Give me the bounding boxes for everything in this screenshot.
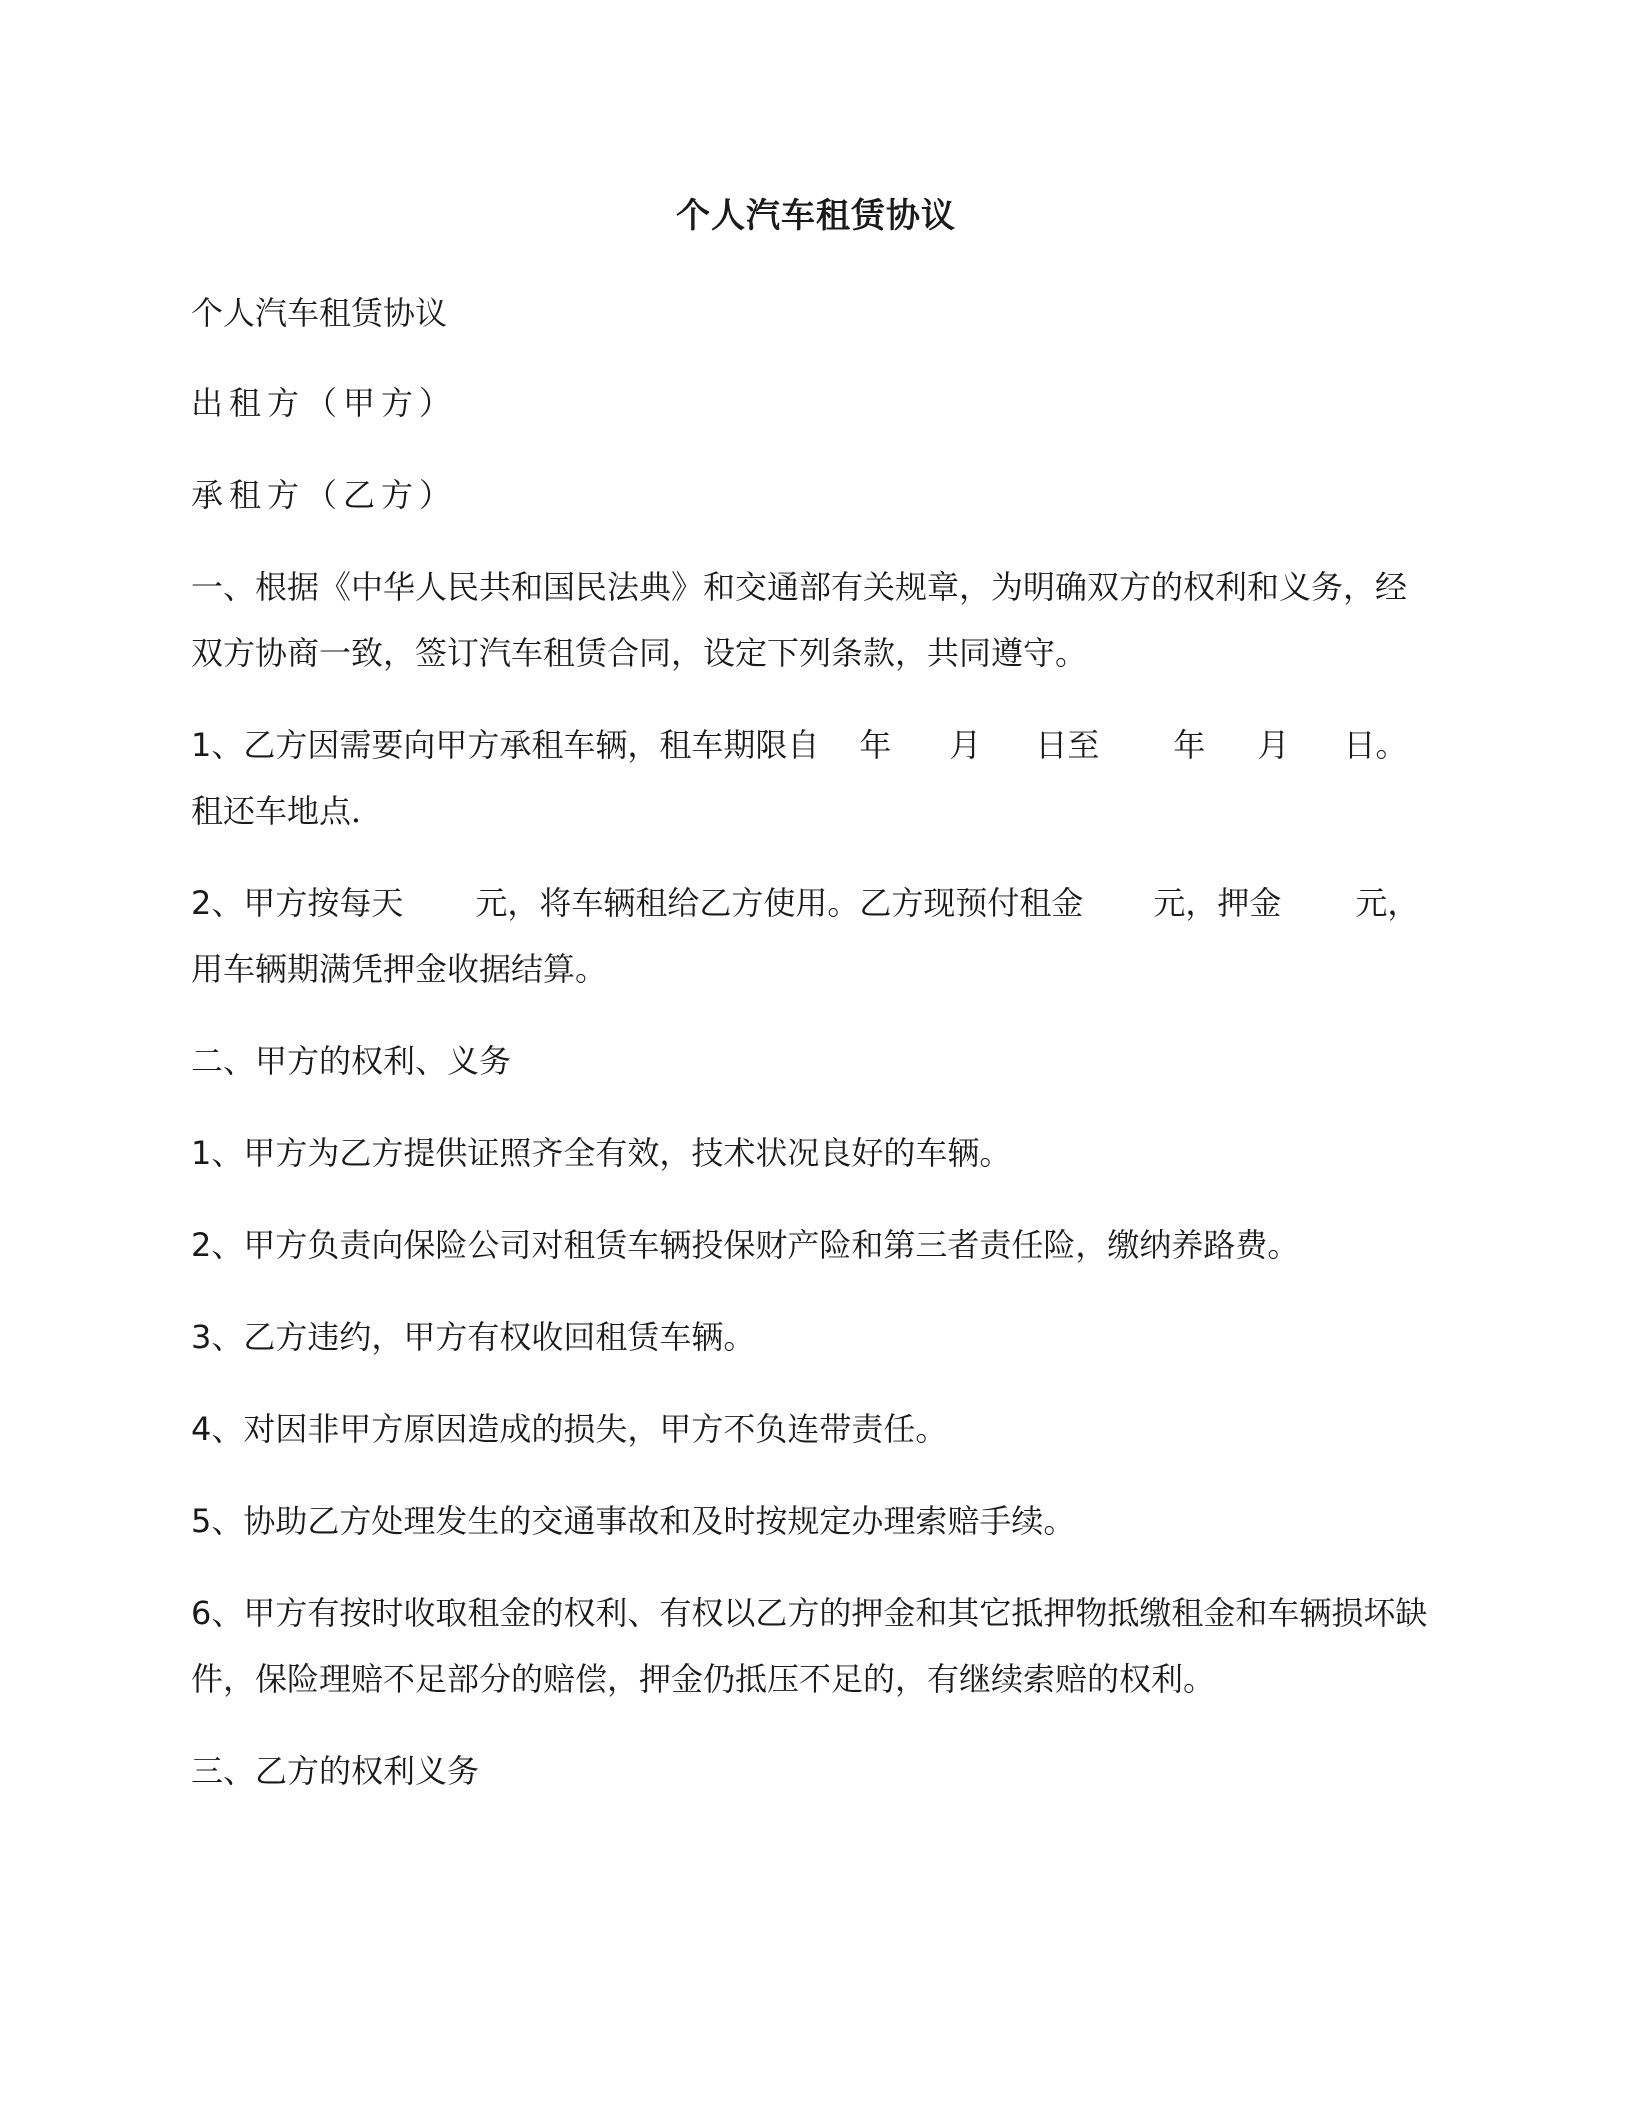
section1-item2-line2: 用车辆期满凭押金收据结算。 — [191, 950, 608, 988]
item1-year1: 年 — [859, 726, 892, 764]
section2-item: 3、乙方违约，甲方有权收回租赁车辆。 — [191, 1318, 756, 1356]
section1-item1-line1 — [191, 712, 1451, 778]
section2-item: 5、协助乙方处理发生的交通事故和及时按规定办理索赔手续。 — [191, 1502, 1076, 1540]
section1-intro-line1: 一、根据《中华人民共和国民法典》和交通部有关规章，为明确双方的权利和义务，经 — [191, 568, 1408, 606]
section2-item: 1、甲方为乙方提供证照齐全有效，技术状况良好的车辆。 — [191, 1134, 1012, 1172]
section2-heading: 二、甲方的权利、义务 — [191, 1042, 512, 1080]
item1-day-to: 日至 — [1035, 726, 1100, 764]
item1-year2: 年 — [1173, 726, 1206, 764]
item2-text-d: 元， — [1355, 884, 1420, 922]
lessee-label: 承租方（乙方） — [191, 476, 458, 514]
item1-day2: 日。 — [1343, 726, 1408, 764]
section2-item: 4、对因非甲方原因造成的损失，甲方不负连带责任。 — [191, 1410, 948, 1448]
section1-item1-line2: 租还车地点． — [191, 792, 384, 830]
section2-item6-line1: 6、甲方有按时收取租金的权利、有权以乙方的押金和其它抵押物抵缴租金和车辆损坏缺 — [191, 1594, 1428, 1632]
section1-intro-line2: 双方协商一致，签订汽车租赁合同，设定下列条款，共同遵守。 — [191, 634, 1088, 672]
item2-text-b: 元，将车辆租给乙方使用。乙方现预付租金 — [475, 884, 1084, 922]
lessor-label: 出租方（甲方） — [191, 384, 458, 422]
section1-item2-line1 — [191, 870, 1451, 936]
item1-text: 1、乙方因需要向甲方承租车辆，租车期限自 — [191, 726, 820, 764]
document-subtitle: 个人汽车租赁协议 — [191, 294, 448, 332]
item1-month2: 月 — [1257, 726, 1290, 764]
item2-text-a: 2、甲方按每天 — [191, 884, 404, 922]
section3-heading: 三、乙方的权利义务 — [191, 1752, 480, 1790]
item1-month1: 月 — [949, 726, 982, 764]
document-title: 个人汽车租赁协议 — [676, 196, 956, 236]
section2-item6-line2: 件，保险理赔不足部分的赔偿，押金仍抵压不足的，有继续索赔的权利。 — [191, 1660, 1216, 1698]
section2-item: 2、甲方负责向保险公司对租赁车辆投保财产险和第三者责任险，缴纳养路费。 — [191, 1226, 1300, 1264]
item2-text-c: 元，押金 — [1153, 884, 1282, 922]
